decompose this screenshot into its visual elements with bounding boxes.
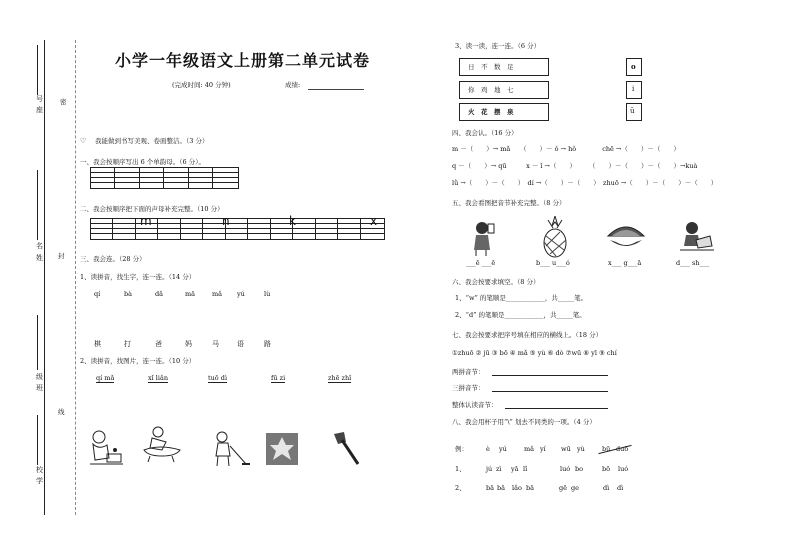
margin-rule [37,170,39,240]
grid-divider [157,218,158,239]
char-row-3[interactable]: 火 花 摆 泉 [459,103,549,121]
char-row-2[interactable]: 你 鸡 地 七 [459,81,549,99]
char-yu[interactable]: 语 [237,340,244,348]
q4-row-1[interactable]: m －（ ）→ mǎ （ ）－ ǒ → hǒ chē →（ ）－（ ） [452,145,680,153]
q6-item-1[interactable]: 1、“w” 的笔顺是____________，共_____笔。 [455,294,588,302]
q7-line-label-3: 整体认读音节： [452,401,498,409]
q8-row2-word[interactable]: dì [603,484,610,492]
pinyin-tuodi[interactable]: tuō dì [208,374,228,382]
q8-row1-word[interactable]: bo [575,465,584,473]
q8-row2-word[interactable]: gē [559,484,568,492]
q3-2-title: 2、读拼音，找图片，连一连。（10 分） [80,357,196,365]
char-lu[interactable]: 路 [264,340,271,348]
q8-row2-word[interactable]: bā [497,484,506,492]
q8-row1-word[interactable]: jú [486,465,493,473]
q2-title: 二、我会按顺序把下面的声母补充完整。（10 分） [80,205,224,213]
pinyin-ma1[interactable]: mā [185,290,196,298]
margin-feng: 封 [58,252,65,260]
q5-blank-4[interactable]: d___ sh___ [676,259,710,267]
grid-divider [360,218,361,239]
grid-divider [315,218,316,239]
q8-bu[interactable]: bū [602,445,611,453]
writing-grid[interactable] [90,167,239,189]
q5-blank-1[interactable]: ___ē ___ē [466,259,496,267]
margin-xiao: 校 [36,466,43,474]
pinyin-lu[interactable]: lù [264,290,271,298]
q8-wu[interactable]: wū [561,445,571,453]
q8-row1-word[interactable]: yā [511,465,519,473]
q8-row2-word[interactable]: bā [526,484,535,492]
q1-title: 一、我会按顺序写出 6 个单韵母。（6 分）。 [80,158,205,166]
pinyin-qima[interactable]: qí mǎ [96,374,115,382]
margin-ming: 名 [36,242,43,250]
boy-drinking-icon [468,220,502,256]
q3-title: 三、我会连。（28 分） [80,255,146,263]
char-ma1[interactable]: 妈 [185,340,192,348]
intro-text: 我能做到书写美观、卷面整洁。（3 分） [95,137,209,145]
q8-row1-label: 1、 [455,465,466,473]
margin-rule [37,415,39,465]
q8-row1-word[interactable]: luó [560,465,571,473]
q6-item-2[interactable]: 2、“d” 的笔顺是____________，共_____笔。 [455,311,586,319]
margin-xian: 线 [58,408,65,416]
answer-line-3[interactable] [505,408,608,409]
q8-duo[interactable]: duō [616,445,629,453]
answer-line-1[interactable] [492,375,608,376]
q6-title: 六、我会按要求填空。（8 分） [452,278,540,286]
char-ba[interactable]: 爸 [155,340,162,348]
margin-ji: 级 [36,373,43,381]
boy-mopping-icon[interactable] [208,430,252,468]
pinyin-qi[interactable]: qí [94,290,101,298]
pinyin-fuzi[interactable]: fū zi [271,374,286,382]
q3-1-title: 1、读拼音，找生字，连一连。（14 分） [80,273,196,281]
pinyin-zhezhi[interactable]: zhē zhǐ [328,374,352,382]
char-ma3[interactable]: 马 [212,340,219,348]
heart-icon: ♡ [80,137,87,145]
q4-row-2[interactable]: q －（ ）→ qū x － ǐ →（ ） （ ）－（ ）－（ ）→kuà [452,162,698,170]
q3-3-title: 3、读一读，连一连。（6 分） [455,42,541,50]
margin-mi: 密 [60,98,67,106]
boy-playing-icon[interactable] [85,428,127,468]
q8-row2-label: 2、 [455,484,466,492]
q8-example-label: 例： [455,445,468,453]
q8-ma[interactable]: mǎ [524,445,535,453]
margin-zuo: 座 [36,106,43,114]
q7-line-label-2: 三拼音节： [452,384,485,392]
q8-row1-word[interactable]: lǐ [523,465,528,473]
pineapple-icon [540,216,570,258]
pinyin-yu[interactable]: yú [237,290,245,298]
q8-row2-word[interactable]: bā [486,484,495,492]
boy-reading-icon [676,220,716,254]
initial-k: k [289,214,296,228]
char-da[interactable]: 打 [124,340,131,348]
q8-row2-word[interactable]: lǎo [512,484,522,492]
q5-title: 五、我会看图把音节补充完整。（8 分） [452,199,566,207]
pinyin-da[interactable]: dǎ [155,290,164,298]
q5-blank-3[interactable]: x___ g___ā [608,259,642,267]
pinyin-ma3[interactable]: mǎ [212,290,223,298]
grid-divider [135,218,136,239]
q4-title: 四、我会认。（16 分） [452,129,518,137]
char-qi[interactable]: 棋 [94,340,101,348]
initial-m: m [140,214,152,228]
papercut-icon[interactable] [266,433,298,465]
fold-line [75,40,76,515]
q8-e[interactable]: è [486,445,490,453]
grid-divider [180,218,181,239]
axe-icon[interactable] [330,430,362,468]
grid-divider [139,167,140,188]
margin-rule [37,45,39,95]
q7-items: ①zhuō ② jū ③ bō ④ mǎ ⑤ yù ⑥ dò ⑦wū ⑧ yī ⑨ chí [452,349,617,357]
grid-divider [202,218,203,239]
q7-title: 七、我会按要求把序号填在相应的横线上。（18 分） [452,331,603,339]
score-label: 成绩: [285,81,301,89]
q7-line-label-1: 两拼音节： [452,368,485,376]
pinyin-ba[interactable]: bà [124,290,133,298]
initial-x: x [370,214,378,228]
margin-xue: 学 [36,477,43,485]
q4-row-3[interactable]: lǜ →（ ）－（ ） dí →（ ）－（ ） zhuō →（ ）－（ ）－（ ） [452,179,718,187]
grid-divider [188,167,189,188]
margin-ban: 班 [36,384,43,392]
grid-divider [337,218,338,239]
score-blank[interactable] [308,89,364,90]
margin-xing: 姓 [36,254,43,262]
q8-yu[interactable]: yú [499,445,507,453]
grid-divider [112,218,113,239]
grid-divider [212,167,213,188]
q5-blank-2[interactable]: b___ u___ó [536,259,570,267]
q8-row2-word[interactable]: ge [571,484,580,492]
q8-row1-word[interactable]: zì [496,465,502,473]
q8-row1-word[interactable]: bō [602,465,611,473]
initial-n: n [222,214,230,228]
vowel-box-o[interactable]: o [626,58,642,76]
page-title: 小学一年级语文上册第二单元试卷 [115,51,371,70]
margin-rule [37,315,39,370]
vowel-box-u[interactable]: ū [626,103,642,121]
q8-title: 八、我会用杯子用“\” 划去不同类的一项。（4 分） [452,418,596,426]
margin-hao: 号 [36,95,43,103]
q8-row1-word[interactable]: luó [618,465,629,473]
grid-divider [247,218,248,239]
char-row-1[interactable]: 日 不 数 足 [459,58,549,76]
watermelon-icon [606,222,646,250]
pinyin-xilian[interactable]: xǐ liǎn [148,374,169,382]
binding-line [44,40,45,515]
grid-divider [114,167,115,188]
q8-yu2[interactable]: yù [577,445,585,453]
time-limit: (完成时间: 40 分钟) [172,81,231,89]
vowel-box-i[interactable]: i [626,81,642,99]
q8-row2-word[interactable]: dì [617,484,624,492]
grid-divider [163,167,164,188]
answer-line-2[interactable] [492,391,608,392]
grid-divider [270,218,271,239]
boy-riding-icon[interactable] [140,424,186,464]
q8-yi[interactable]: yí [540,445,546,453]
